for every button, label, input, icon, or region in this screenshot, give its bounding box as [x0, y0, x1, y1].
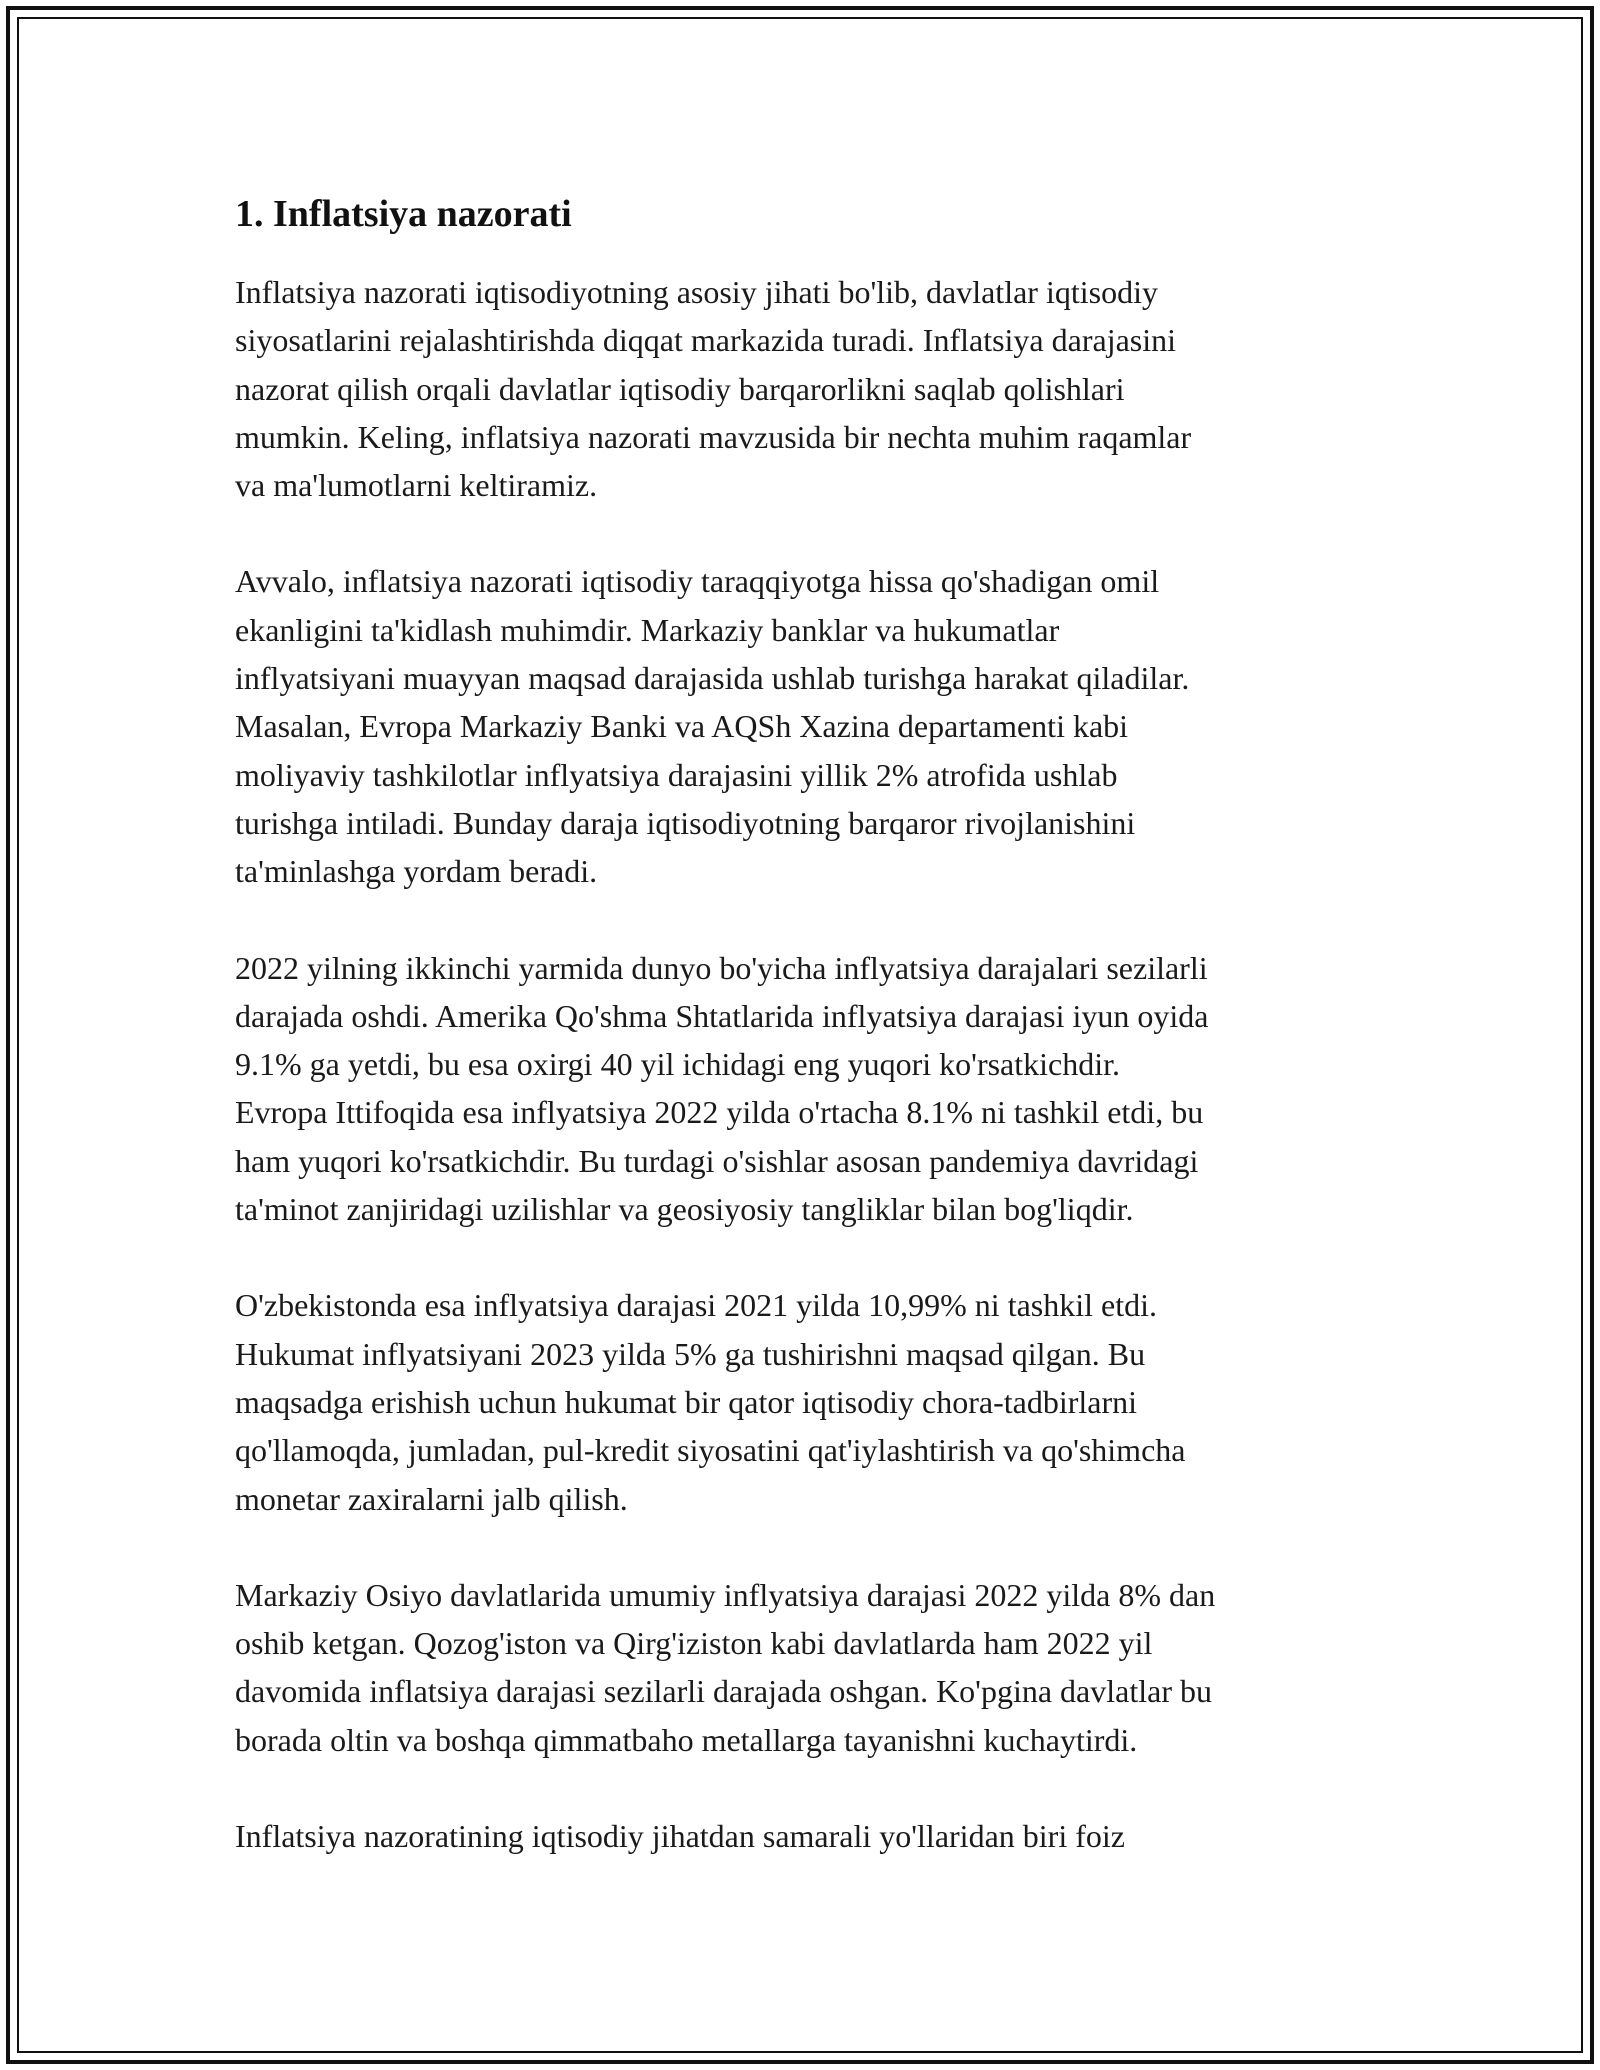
- text-line: Inflatsiya nazorati iqtisodiyotning asosiy jihati bo'lib, davlatlar iqtisodiy: [235, 274, 1158, 310]
- paragraph-3: [235, 944, 1375, 1234]
- text-line: Evropa Ittifoqida esa inflyatsiya 2022 yilda o'rtacha 8.1% ni tashkil etdi, bu: [235, 1094, 1204, 1131]
- paragraph-1: [235, 268, 1375, 509]
- text-line: davomida inflatsiya darajasi sezilarli darajada oshgan. Ko'pgina davlatlar bu: [235, 1673, 1212, 1710]
- text-line: Avvalo, inflatsiya nazorati iqtisodiy taraqqiyotga hissa qo'shadigan omil: [235, 563, 1160, 600]
- document-page: [235, 188, 1375, 1908]
- text-line: ta'minot zanjiridagi uzilishlar va geosiyosiy tangliklar bilan bog'liqdir.: [235, 1191, 1134, 1228]
- text-line: monetar zaxiralarni jalb qilish.: [235, 1480, 628, 1517]
- text-line: va ma'lumotlarni keltiramiz.: [235, 467, 598, 504]
- paragraph-4: [235, 1281, 1375, 1522]
- text-line: Hukumat inflyatsiyani 2023 yilda 5% ga tushirishni maqsad qilgan. Bu: [235, 1335, 1146, 1372]
- text-line: O'zbekistonda esa inflyatsiya darajasi 2021 yilda 10,99% ni tashkil etdi.: [235, 1287, 1157, 1324]
- text-line: ta'minlashga yordam beradi.: [235, 853, 598, 890]
- paragraph-2: [235, 557, 1375, 895]
- text-line: inflyatsiyani muayyan maqsad darajasida ushlab turishga harakat qiladilar.: [235, 660, 1190, 697]
- text-line: darajada oshdi. Amerika Qo'shma Shtatlarida inflyatsiya darajasi iyun oyida: [235, 997, 1209, 1034]
- text-line: qo'llamoqda, jumladan, pul-kredit siyosatini qat'iylashtirish va qo'shimcha: [235, 1432, 1186, 1469]
- paragraph-6: [235, 1812, 1375, 1860]
- text-line: Masalan, Evropa Markaziy Banki va AQSh Xazina departamenti kabi: [235, 708, 1129, 745]
- text-line: 2022 yilning ikkinchi yarmida dunyo bo'yicha inflyatsiya darajalari sezilarli: [235, 949, 1208, 986]
- text-line: siyosatlarini rejalashtirishda diqqat markazida turadi. Inflatsiya darajasini: [235, 322, 1177, 359]
- text-line: borada oltin va boshqa qimmatbaho metallarga tayanishni kuchaytirdi.: [235, 1721, 1138, 1758]
- text-line: nazorat qilish orqali davlatlar iqtisodiy barqarorlikni saqlab qolishlari: [235, 370, 1125, 407]
- text-line: 9.1% ga yetdi, bu esa oxirgi 40 yil ichidagi eng yuqori ko'rsatkichdir.: [235, 1046, 1121, 1083]
- text-line: maqsadga erishish uchun hukumat bir qator iqtisodiy chora-tadbirlarni: [235, 1383, 1137, 1420]
- text-line: moliyaviy tashkilotlar inflyatsiya darajasini yillik 2% atrofida ushlab: [235, 756, 1118, 793]
- text-line: Inflatsiya nazoratining iqtisodiy jihatdan samarali yo'llaridan biri foiz: [235, 1818, 1125, 1855]
- text-line: ham yuqori ko'rsatkichdir. Bu turdagi o'sishlar asosan pandemiya davridagi: [235, 1142, 1199, 1179]
- text-line: mumkin. Keling, inflatsiya nazorati mavzusida bir nechta muhim raqamlar: [235, 418, 1192, 455]
- section-heading: 1. Inflatsiya nazorati: [235, 193, 572, 235]
- text-line: Markaziy Osiyo davlatlarida umumiy inflyatsiya darajasi 2022 yilda 8% dan: [235, 1576, 1216, 1613]
- text-line: ekanligini ta'kidlash muhimdir. Markaziy banklar va hukumatlar: [235, 611, 1060, 648]
- text-line: oshib ketgan. Qozog'iston va Qirg'iziston kabi davlatlarda ham 2022 yil: [235, 1625, 1153, 1662]
- paragraph-5: [235, 1571, 1375, 1764]
- text-line: turishga intiladi. Bunday daraja iqtisodiyotning barqaror rivojlanishini: [235, 804, 1136, 841]
